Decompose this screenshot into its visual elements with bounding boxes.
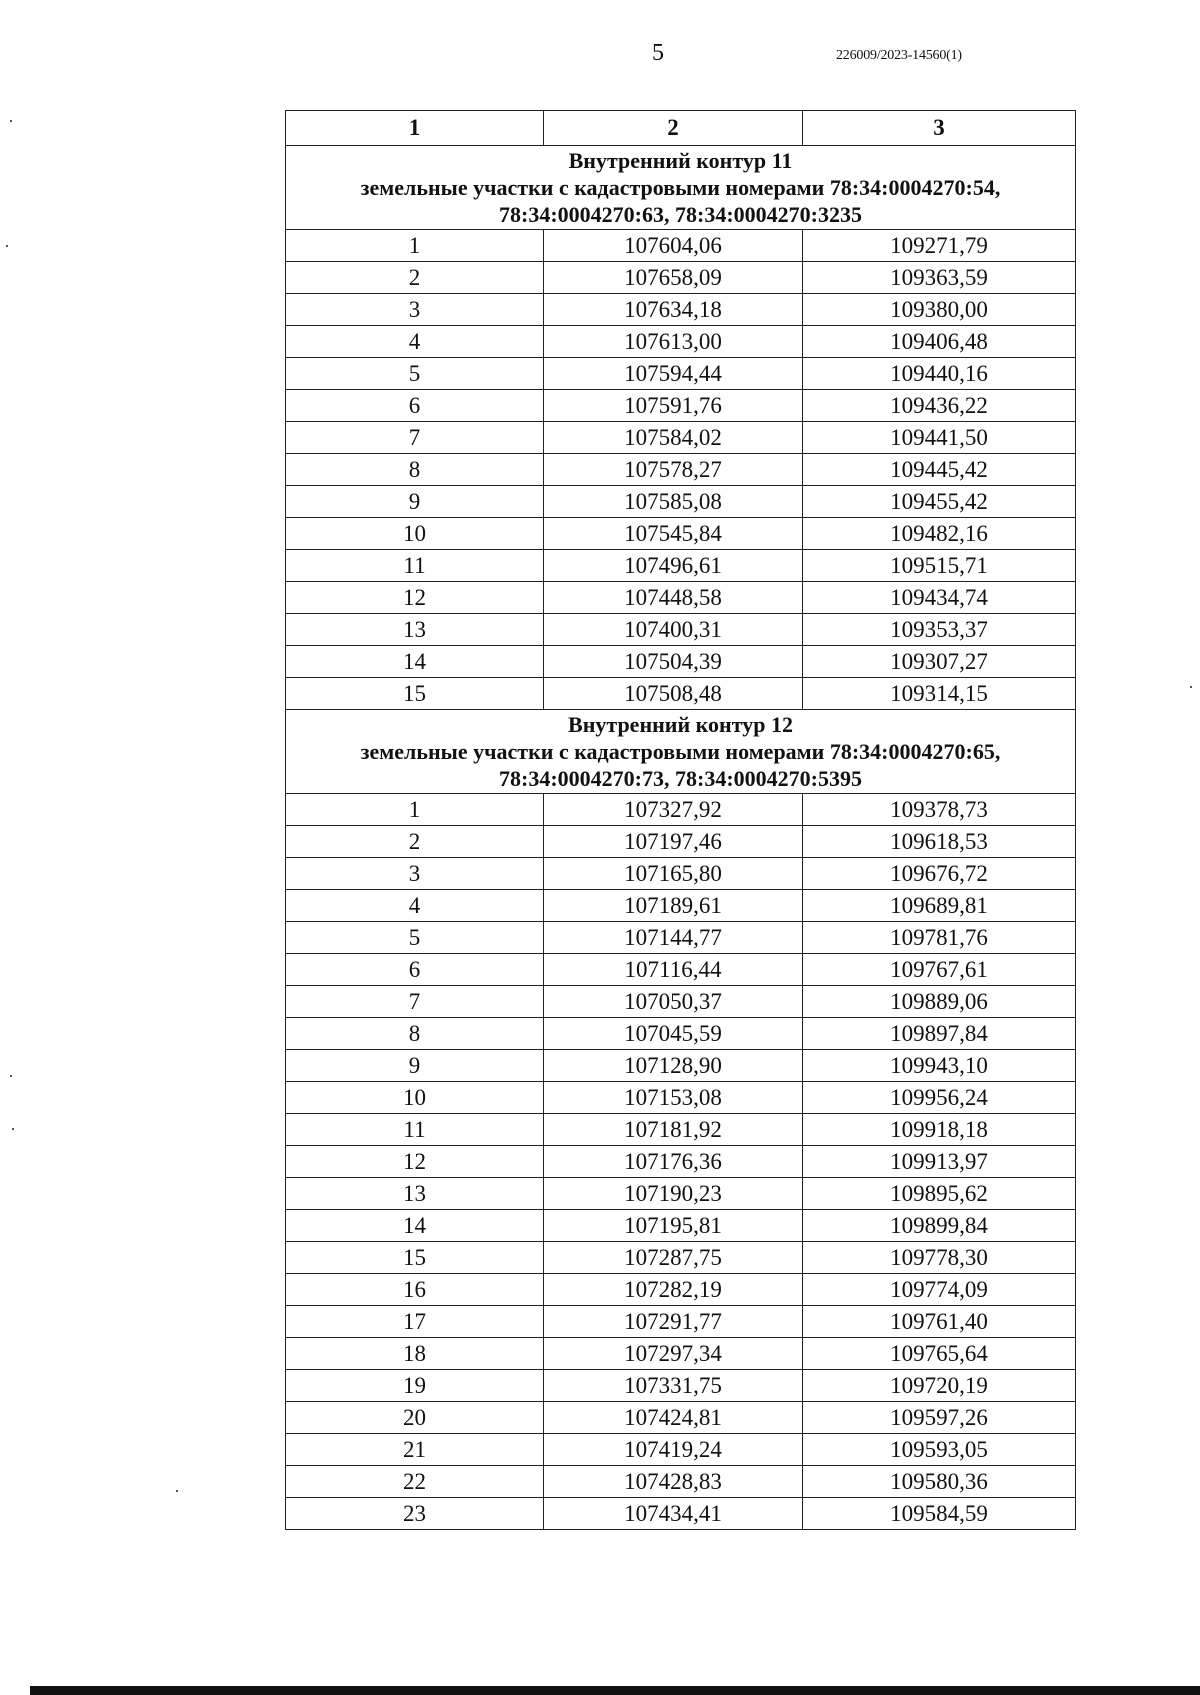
- table-row: [286, 390, 1076, 422]
- y-coordinate-cell: 109440,16: [803, 358, 1076, 390]
- x-coordinate-cell: 107291,77: [544, 1306, 803, 1338]
- section-header-row: [286, 710, 1076, 794]
- y-coordinate-cell: 109445,42: [803, 454, 1076, 486]
- table-row: [286, 454, 1076, 486]
- table-row: [286, 1498, 1076, 1530]
- section-title-line: Внутренний контур 11: [568, 148, 793, 173]
- section-title-line: 78:34:0004270:63, 78:34:0004270:3235: [499, 202, 862, 227]
- x-coordinate-cell: 107594,44: [544, 358, 803, 390]
- section-title-line: Внутренний контур 12: [568, 712, 793, 737]
- point-number-cell: 1: [286, 230, 544, 262]
- y-coordinate-cell: 109618,53: [803, 826, 1076, 858]
- point-number-cell: 4: [286, 326, 544, 358]
- x-coordinate-cell: 107448,58: [544, 582, 803, 614]
- x-coordinate-cell: 107282,19: [544, 1274, 803, 1306]
- x-coordinate-cell: 107144,77: [544, 922, 803, 954]
- x-coordinate-cell: 107508,48: [544, 678, 803, 710]
- point-number-cell: 8: [286, 454, 544, 486]
- x-coordinate-cell: 107434,41: [544, 1498, 803, 1530]
- y-coordinate-cell: 109676,72: [803, 858, 1076, 890]
- scan-speck: [12, 1128, 14, 1130]
- point-number-cell: 12: [286, 1146, 544, 1178]
- x-coordinate-cell: 107584,02: [544, 422, 803, 454]
- x-coordinate-cell: 107331,75: [544, 1370, 803, 1402]
- table-row: [286, 1114, 1076, 1146]
- table-row: [286, 358, 1076, 390]
- y-coordinate-cell: 109363,59: [803, 262, 1076, 294]
- x-coordinate-cell: 107545,84: [544, 518, 803, 550]
- point-number-cell: 20: [286, 1402, 544, 1434]
- x-coordinate-cell: 107197,46: [544, 826, 803, 858]
- table-row: [286, 954, 1076, 986]
- column-header: 3: [803, 111, 1076, 146]
- table-row: [286, 1210, 1076, 1242]
- point-number-cell: 9: [286, 1050, 544, 1082]
- table-row: [286, 1306, 1076, 1338]
- table-row: [286, 1242, 1076, 1274]
- x-coordinate-cell: 107050,37: [544, 986, 803, 1018]
- y-coordinate-cell: 109441,50: [803, 422, 1076, 454]
- y-coordinate-cell: 109353,37: [803, 614, 1076, 646]
- point-number-cell: 5: [286, 358, 544, 390]
- table-row: [286, 230, 1076, 262]
- y-coordinate-cell: 109406,48: [803, 326, 1076, 358]
- point-number-cell: 14: [286, 646, 544, 678]
- table-header-row: [286, 111, 1076, 146]
- table-row: [286, 1402, 1076, 1434]
- table-row: [286, 890, 1076, 922]
- x-coordinate-cell: 107591,76: [544, 390, 803, 422]
- table-row: [286, 646, 1076, 678]
- table-row: [286, 486, 1076, 518]
- y-coordinate-cell: 109889,06: [803, 986, 1076, 1018]
- x-coordinate-cell: 107195,81: [544, 1210, 803, 1242]
- x-coordinate-cell: 107419,24: [544, 1434, 803, 1466]
- y-coordinate-cell: 109689,81: [803, 890, 1076, 922]
- point-number-cell: 1: [286, 794, 544, 826]
- x-coordinate-cell: 107181,92: [544, 1114, 803, 1146]
- x-coordinate-cell: 107585,08: [544, 486, 803, 518]
- x-coordinate-cell: 107658,09: [544, 262, 803, 294]
- scan-speck: [10, 1075, 12, 1077]
- table-row: [286, 262, 1076, 294]
- y-coordinate-cell: 109314,15: [803, 678, 1076, 710]
- table-row: [286, 1338, 1076, 1370]
- point-number-cell: 16: [286, 1274, 544, 1306]
- point-number-cell: 15: [286, 1242, 544, 1274]
- table-row: [286, 326, 1076, 358]
- section-title: [286, 146, 1076, 230]
- section-header-row: [286, 146, 1076, 230]
- point-number-cell: 4: [286, 890, 544, 922]
- x-coordinate-cell: 107165,80: [544, 858, 803, 890]
- point-number-cell: 14: [286, 1210, 544, 1242]
- x-coordinate-cell: 107189,61: [544, 890, 803, 922]
- table-row: [286, 422, 1076, 454]
- y-coordinate-cell: 109515,71: [803, 550, 1076, 582]
- y-coordinate-cell: 109580,36: [803, 1466, 1076, 1498]
- table-row: [286, 1018, 1076, 1050]
- table-row: [286, 550, 1076, 582]
- y-coordinate-cell: 109765,64: [803, 1338, 1076, 1370]
- point-number-cell: 22: [286, 1466, 544, 1498]
- y-coordinate-cell: 109597,26: [803, 1402, 1076, 1434]
- y-coordinate-cell: 109482,16: [803, 518, 1076, 550]
- x-coordinate-cell: 107153,08: [544, 1082, 803, 1114]
- x-coordinate-cell: 107428,83: [544, 1466, 803, 1498]
- point-number-cell: 12: [286, 582, 544, 614]
- x-coordinate-cell: 107578,27: [544, 454, 803, 486]
- table-row: [286, 986, 1076, 1018]
- y-coordinate-cell: 109436,22: [803, 390, 1076, 422]
- point-number-cell: 10: [286, 1082, 544, 1114]
- y-coordinate-cell: 109584,59: [803, 1498, 1076, 1530]
- y-coordinate-cell: 109380,00: [803, 294, 1076, 326]
- page-number: 5: [652, 40, 664, 66]
- point-number-cell: 11: [286, 1114, 544, 1146]
- point-number-cell: 19: [286, 1370, 544, 1402]
- x-coordinate-cell: 107128,90: [544, 1050, 803, 1082]
- table-row: [286, 1146, 1076, 1178]
- y-coordinate-cell: 109593,05: [803, 1434, 1076, 1466]
- y-coordinate-cell: 109767,61: [803, 954, 1076, 986]
- table-row: [286, 858, 1076, 890]
- y-coordinate-cell: 109943,10: [803, 1050, 1076, 1082]
- x-coordinate-cell: 107116,44: [544, 954, 803, 986]
- y-coordinate-cell: 109956,24: [803, 1082, 1076, 1114]
- section-title: [286, 710, 1076, 794]
- y-coordinate-cell: 109761,40: [803, 1306, 1076, 1338]
- point-number-cell: 6: [286, 954, 544, 986]
- y-coordinate-cell: 109455,42: [803, 486, 1076, 518]
- point-number-cell: 17: [286, 1306, 544, 1338]
- x-coordinate-cell: 107045,59: [544, 1018, 803, 1050]
- table-row: [286, 678, 1076, 710]
- point-number-cell: 9: [286, 486, 544, 518]
- y-coordinate-cell: 109434,74: [803, 582, 1076, 614]
- y-coordinate-cell: 109720,19: [803, 1370, 1076, 1402]
- y-coordinate-cell: 109781,76: [803, 922, 1076, 954]
- point-number-cell: 6: [286, 390, 544, 422]
- x-coordinate-cell: 107604,06: [544, 230, 803, 262]
- x-coordinate-cell: 107496,61: [544, 550, 803, 582]
- y-coordinate-cell: 109913,97: [803, 1146, 1076, 1178]
- point-number-cell: 10: [286, 518, 544, 550]
- table-row: [286, 1466, 1076, 1498]
- column-header: 1: [286, 111, 544, 146]
- point-number-cell: 11: [286, 550, 544, 582]
- table-row: [286, 614, 1076, 646]
- x-coordinate-cell: 107634,18: [544, 294, 803, 326]
- column-header: 2: [544, 111, 803, 146]
- y-coordinate-cell: 109918,18: [803, 1114, 1076, 1146]
- point-number-cell: 18: [286, 1338, 544, 1370]
- y-coordinate-cell: 109774,09: [803, 1274, 1076, 1306]
- table-row: [286, 1050, 1076, 1082]
- scan-speck: [1190, 686, 1192, 688]
- x-coordinate-cell: 107176,36: [544, 1146, 803, 1178]
- y-coordinate-cell: 109307,27: [803, 646, 1076, 678]
- point-number-cell: 5: [286, 922, 544, 954]
- point-number-cell: 7: [286, 986, 544, 1018]
- x-coordinate-cell: 107400,31: [544, 614, 803, 646]
- y-coordinate-cell: 109378,73: [803, 794, 1076, 826]
- point-number-cell: 21: [286, 1434, 544, 1466]
- y-coordinate-cell: 109899,84: [803, 1210, 1076, 1242]
- point-number-cell: 7: [286, 422, 544, 454]
- table-row: [286, 1178, 1076, 1210]
- table-row: [286, 1274, 1076, 1306]
- table-row: [286, 294, 1076, 326]
- coordinates-table: [285, 110, 1076, 1530]
- table-row: [286, 518, 1076, 550]
- point-number-cell: 3: [286, 858, 544, 890]
- section-title-line: земельные участки с кадастровыми номерами 78:34:0004270:65,: [360, 739, 1001, 764]
- x-coordinate-cell: 107424,81: [544, 1402, 803, 1434]
- table-row: [286, 922, 1076, 954]
- scan-speck: [176, 1490, 178, 1492]
- point-number-cell: 23: [286, 1498, 544, 1530]
- scan-bottom-edge: [30, 1686, 1200, 1695]
- table-row: [286, 1370, 1076, 1402]
- section-title-line: 78:34:0004270:73, 78:34:0004270:5395: [499, 766, 862, 791]
- point-number-cell: 15: [286, 678, 544, 710]
- table-body: [286, 146, 1076, 1530]
- y-coordinate-cell: 109271,79: [803, 230, 1076, 262]
- y-coordinate-cell: 109895,62: [803, 1178, 1076, 1210]
- point-number-cell: 13: [286, 1178, 544, 1210]
- table-row: [286, 826, 1076, 858]
- x-coordinate-cell: 107613,00: [544, 326, 803, 358]
- x-coordinate-cell: 107297,34: [544, 1338, 803, 1370]
- x-coordinate-cell: 107327,92: [544, 794, 803, 826]
- y-coordinate-cell: 109897,84: [803, 1018, 1076, 1050]
- table-row: [286, 794, 1076, 826]
- point-number-cell: 2: [286, 262, 544, 294]
- section-title-line: земельные участки с кадастровыми номерами 78:34:0004270:54,: [360, 175, 1001, 200]
- x-coordinate-cell: 107287,75: [544, 1242, 803, 1274]
- y-coordinate-cell: 109778,30: [803, 1242, 1076, 1274]
- point-number-cell: 2: [286, 826, 544, 858]
- document-id: 226009/2023-14560(1): [836, 48, 962, 63]
- table-row: [286, 582, 1076, 614]
- table-row: [286, 1082, 1076, 1114]
- table-row: [286, 1434, 1076, 1466]
- scan-speck: [6, 245, 8, 247]
- scan-speck: [10, 120, 12, 122]
- x-coordinate-cell: 107504,39: [544, 646, 803, 678]
- x-coordinate-cell: 107190,23: [544, 1178, 803, 1210]
- point-number-cell: 8: [286, 1018, 544, 1050]
- point-number-cell: 3: [286, 294, 544, 326]
- point-number-cell: 13: [286, 614, 544, 646]
